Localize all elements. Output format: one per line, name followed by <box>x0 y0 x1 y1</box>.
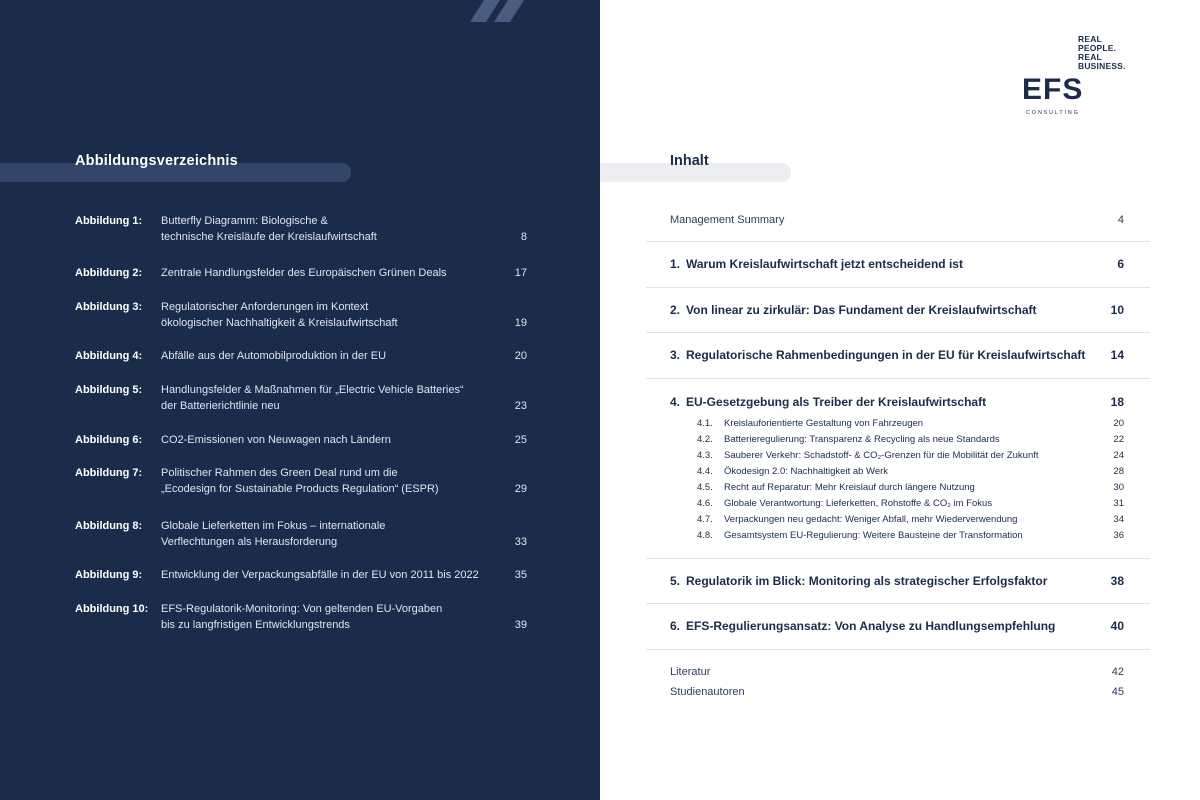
figure-label: Abbildung 7: <box>75 467 143 479</box>
figure-label: Abbildung 10: <box>75 603 149 615</box>
decorative-stripes <box>470 0 540 22</box>
figure-title: EFS-Regulatorik-Monitoring: Von geltenden EU-Vorgaben bis zu langfristigen Entwicklungstrends <box>161 603 443 631</box>
toc-subentry[interactable]: 4.3. Sauberer Verkehr: Schadstoff- & CO₂-Grenzen für die Mobilität der Zukunft 24 <box>697 449 1124 461</box>
toc-entry-chapter-1[interactable]: 1. Warum Kreislaufwirtschaft jetzt entscheidend ist 6 <box>646 242 1150 288</box>
figure-entry-1[interactable] <box>75 213 527 245</box>
efs-logo: EFS <box>1022 73 1084 106</box>
toc-appendix <box>670 662 1124 702</box>
figure-title: Globale Lieferketten im Fokus – internationale Verflechtungen als Herausforderung <box>161 520 386 548</box>
figure-page: 23 <box>514 400 527 412</box>
figure-title: Entwicklung der Verpackungsabfälle in der EU von 2011 bis 2022 <box>161 569 479 581</box>
toc-entry-chapter-6[interactable]: 6. EFS-Regulierungsansatz: Von Analyse zu Handlungsempfehlung 40 <box>646 604 1150 650</box>
figure-title: CO2-Emissionen von Neuwagen nach Ländern <box>161 434 391 446</box>
figure-entry-7[interactable] <box>75 465 527 497</box>
figure-label: Abbildung 2: <box>75 267 143 279</box>
toc-entry-chapter-2[interactable]: 2. Von linear zu zirkulär: Das Fundament der Kreislaufwirtschaft 10 <box>646 288 1150 334</box>
figure-page: 35 <box>514 569 527 581</box>
toc-subentry[interactable]: 4.6. Globale Verantwortung: Lieferketten, Rohstoffe & CO₂ im Fokus 31 <box>697 497 1124 509</box>
figure-page: 29 <box>514 483 527 495</box>
figure-title: Politischer Rahmen des Green Deal rund um die „Ecodesign for Sustainable Products Regulation“ (ESPR) <box>161 467 439 495</box>
figure-page: 39 <box>514 619 527 631</box>
toc-entry-summary[interactable]: Management Summary 4 <box>646 198 1150 242</box>
figure-entry-6[interactable] <box>75 432 527 448</box>
figure-label: Abbildung 1: <box>75 215 143 227</box>
figure-label: Abbildung 5: <box>75 384 143 396</box>
figure-page: 33 <box>514 536 527 548</box>
figure-label: Abbildung 8: <box>75 520 143 532</box>
figure-label: Abbildung 9: <box>75 569 143 581</box>
toc-subentry[interactable]: 4.8. Gesamtsystem EU-Regulierung: Weitere Bausteine der Transformation 36 <box>697 529 1124 541</box>
contents-page <box>600 0 1200 800</box>
figure-entry-10[interactable] <box>75 601 527 633</box>
toc-entry-literature[interactable]: Literatur 42 <box>670 666 1124 678</box>
figure-page: 25 <box>514 434 527 446</box>
figure-label: Abbildung 3: <box>75 301 143 313</box>
figure-title: Zentrale Handlungsfelder des Europäischen Grünen Deals <box>161 267 447 279</box>
figure-title: Abfälle aus der Automobilproduktion in der EU <box>161 350 387 362</box>
figure-page: 19 <box>514 317 527 329</box>
figure-entry-9[interactable] <box>75 567 527 583</box>
logo-tagline: REAL PEOPLE. REAL BUSINESS. <box>1078 34 1126 71</box>
figure-entry-8[interactable] <box>75 518 527 550</box>
figure-entry-5[interactable] <box>75 382 527 414</box>
figure-label: Abbildung 4: <box>75 350 143 362</box>
figure-title: Butterfly Diagramm: Biologische & technische Kreisläufe der Kreislaufwirtschaft <box>161 215 377 243</box>
figure-entry-4[interactable] <box>75 348 527 364</box>
toc-entry-chapter-3[interactable]: 3. Regulatorische Rahmenbedingungen in der EU für Kreislaufwirtschaft 14 <box>646 333 1150 379</box>
toc-subentry[interactable]: 4.7. Verpackungen neu gedacht: Weniger Abfall, mehr Wiederverwendung 34 <box>697 513 1124 525</box>
toc-subentry[interactable]: 4.1. Kreislauforientierte Gestaltung von Fahrzeugen 20 <box>697 417 1124 429</box>
figure-entry-3[interactable] <box>75 299 527 331</box>
toc-chapter-4-block <box>646 379 1150 559</box>
toc-entry-chapter-5[interactable]: 5. Regulatorik im Blick: Monitoring als strategischer Erfolgsfaktor 38 <box>646 559 1150 605</box>
table-of-contents <box>646 198 1150 650</box>
toc-subentry[interactable]: 4.5. Recht auf Reparatur: Mehr Kreislauf durch längere Nutzung 30 <box>697 481 1124 493</box>
figure-page: 20 <box>514 350 527 362</box>
toc-entry-chapter-4[interactable]: 4. EU-Gesetzgebung als Treiber der Kreislaufwirtschaft 18 <box>670 395 1124 409</box>
toc-entry-authors[interactable]: Studienautoren 45 <box>670 686 1124 698</box>
figure-title: Handlungsfelder & Maßnahmen für „Electric Vehicle Batteries“ der Batterierichtlinie neu <box>161 384 464 412</box>
figure-page: 17 <box>514 267 527 279</box>
figure-page: 8 <box>520 231 527 243</box>
toc-subentry[interactable]: 4.4. Ökodesign 2.0: Nachhaltigkeit ab Werk 28 <box>697 465 1124 477</box>
logo-subtitle: CONSULTING <box>1026 110 1080 116</box>
figure-entry-2[interactable] <box>75 265 527 281</box>
contents-heading: Inhalt <box>670 153 709 169</box>
figure-title: Regulatorischer Anforderungen im Kontext ökologischer Nachhaltigkeit & Kreislaufwirtschaft <box>161 301 398 329</box>
toc-subentry[interactable]: 4.2. Batterieregulierung: Transparenz & Recycling als neue Standards 22 <box>697 433 1124 445</box>
figure-list-heading: Abbildungsverzeichnis <box>75 153 238 169</box>
figure-label: Abbildung 6: <box>75 434 143 446</box>
